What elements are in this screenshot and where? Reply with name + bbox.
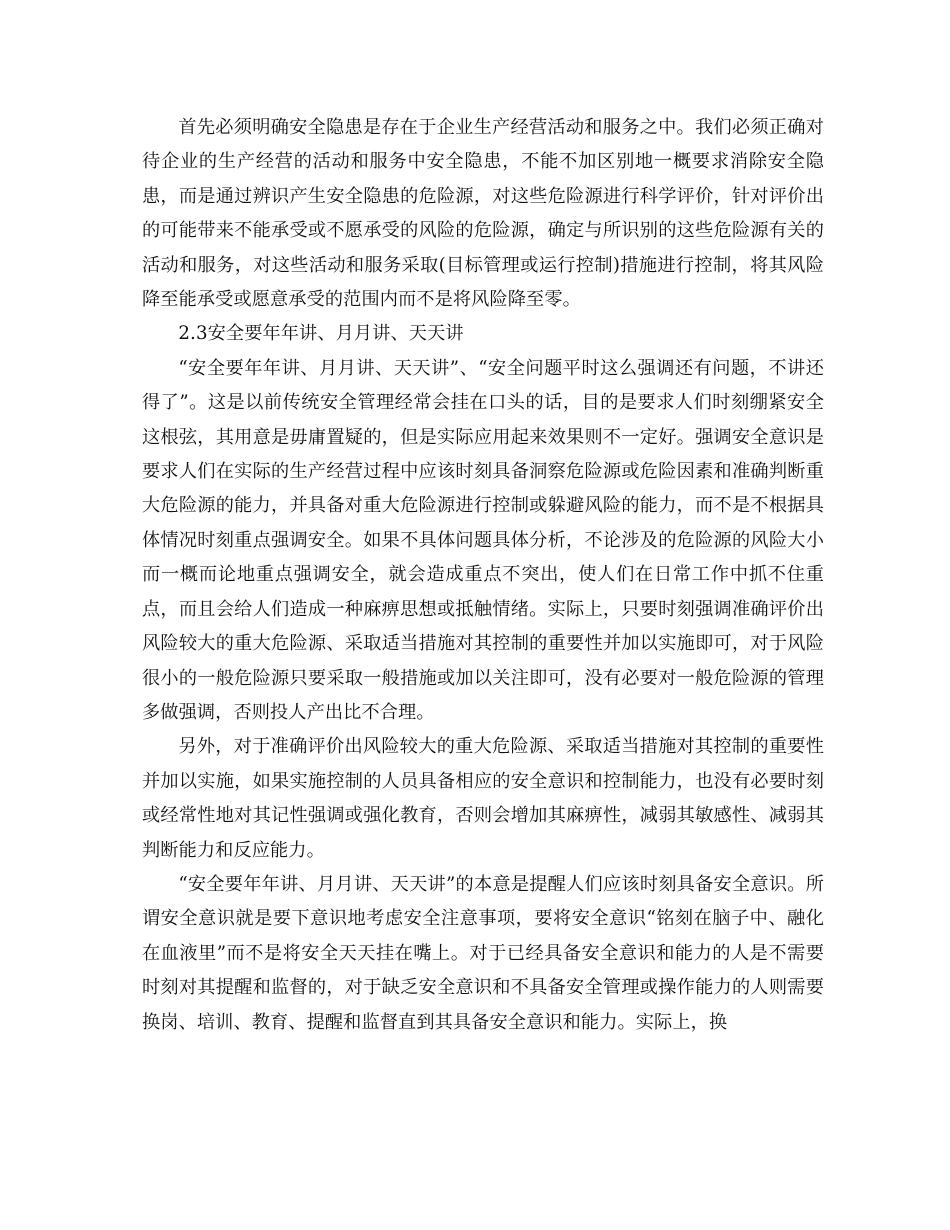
paragraph-safety-slogan: “安全要年年讲、月月讲、天天讲”、“安全问题平时这么强调还有问题，不讲还得了”。这是以前传统安全管理经常会挂在口头的话，目的是要求人们时刻绷紧安全这根弦，其用意是毋庸置疑的，但是实际应用起来效果则不一定好。强调安全意识是要求人们在实际的生产经营过程中应该时刻具备洞察危险源或危险因素和准确判断重大危险源的能力，并具备对重大危险源进行控制或躲避风险的能力，而不是不根据具体情况时刻重点强调安全。如果不具体问题具体分析，不论涉及的危险源的风险大小而一概而论地重点强调安全，就会造成重点不突出，使人们在日常工作中抓不住重点，而且会给人们造成一种麻痹思想或抵触情绪。实际上，只要时刻强调准确评价出风险较大的重大危险源、采取适当措施对其控制的重要性并加以实施即可，对于风险很小的一般危险源只要采取一般措施或加以关注即可，没有必要对一般危险源的管理多做强调，否则投人产出比不合理。 bbox=[142, 357, 824, 723]
paragraph-safety-awareness: “安全要年年讲、月月讲、天天讲”的本意是提醒人们应该时刻具备安全意识。所谓安全意识就是要下意识地考虑安全注意事项，要将安全意识“铭刻在脑子中、融化在血液里”而不是将安全天天挂在嘴上。对于已经具备安全意识和能力的人是不需要时刻对其提醒和监督的，对于缺乏安全意识和不具备安全管理或操作能力的人则需要换岗、培训、教育、提醒和监督直到其具备安全意识和能力。实际上，换 bbox=[142, 873, 824, 1033]
paragraph-major-hazard-control: 另外，对于准确评价出风险较大的重大危险源、采取适当措施对其控制的重要性并加以实施，如果实施控制的人员具备相应的安全意识和控制能力，也没有必要时刻或经常性地对其记性强调或强化教育，否则会增加其麻痹性，减弱其敏感性、减弱其判断能力和反应能力。 bbox=[142, 736, 824, 861]
paragraph-hazard-identification: 首先必须明确安全隐患是存在于企业生产经营活动和服务之中。我们必须正确对待企业的生产经营的活动和服务中安全隐患，不能不加区别地一概要求消除安全隐患，而是通过辨识产生安全隐患的危险源，对这些危险源进行科学评价，针对评价出的可能带来不能承受或不愿承受的风险的危险源，确定与所识别的这些危险源有关的活动和服务，对这些活动和服务采取(目标管理或运行控制)措施进行控制，将其风险降至能承受或愿意承受的范围内而不是将风险降至零。 bbox=[142, 117, 824, 311]
document-body bbox=[142, 111, 824, 1040]
section-heading-2-3: 2.3安全要年年讲、月月讲、天天讲 bbox=[178, 323, 464, 345]
